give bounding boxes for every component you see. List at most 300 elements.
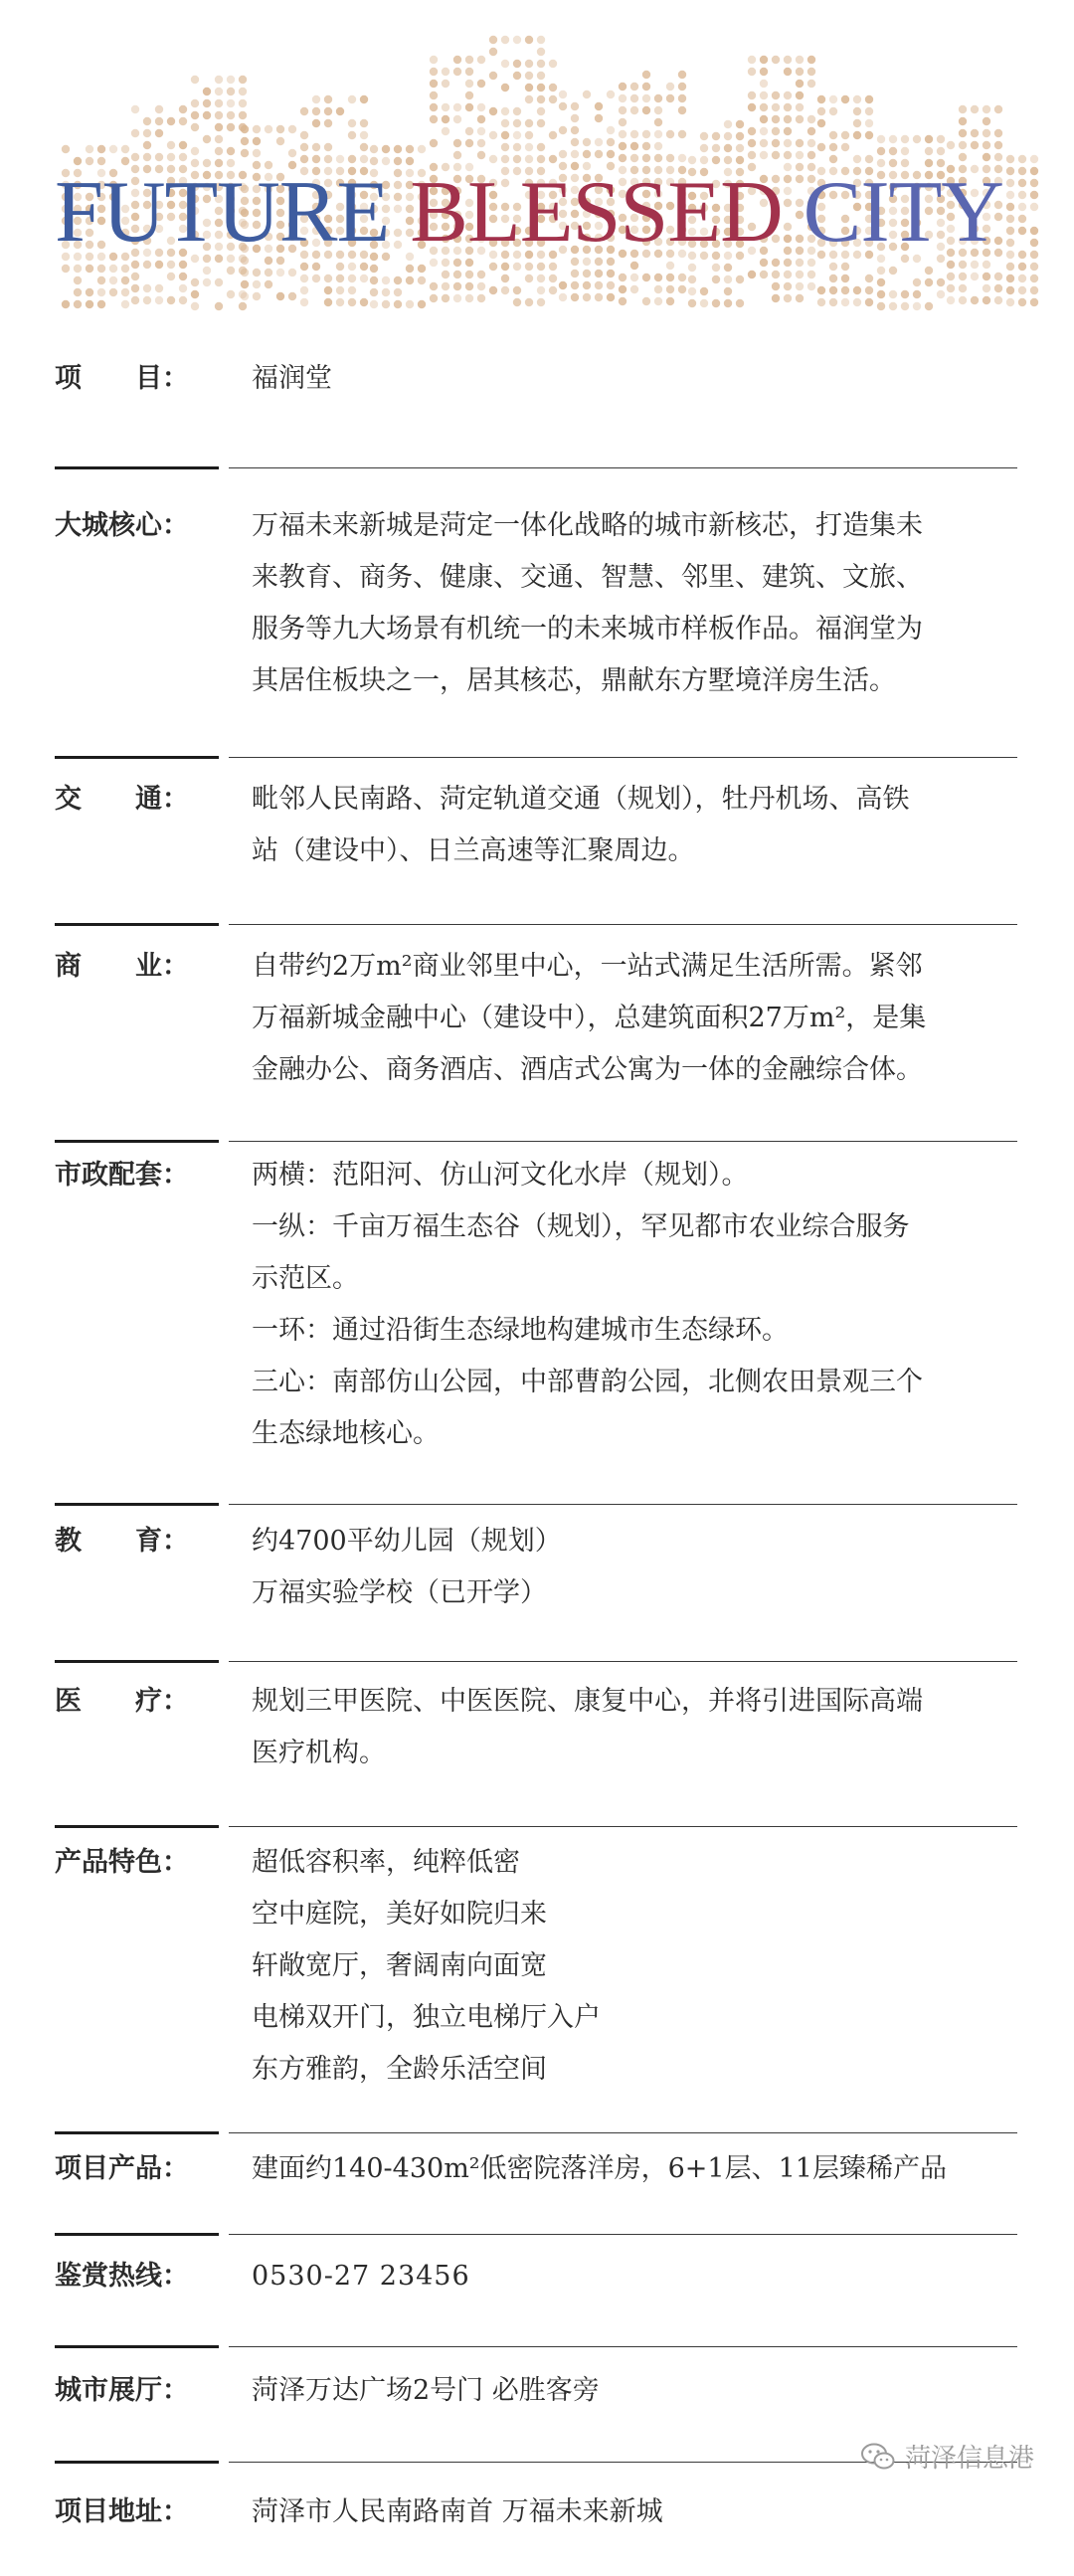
skyline-dot	[853, 95, 861, 103]
banner-title-city: CITY	[803, 164, 1003, 261]
skyline-dot	[143, 284, 151, 292]
skyline-dot	[406, 300, 414, 308]
skyline-dot	[688, 276, 696, 283]
skyline-dot	[784, 127, 792, 135]
skyline-dot	[712, 132, 720, 140]
skyline-dot	[253, 125, 261, 133]
skyline-dot	[179, 153, 187, 161]
skyline-dot	[549, 84, 557, 92]
skyline-dot	[865, 107, 873, 115]
skyline-dot	[571, 281, 579, 289]
skyline-dot	[525, 36, 533, 44]
skyline-dot	[913, 278, 921, 286]
skyline-dot	[215, 76, 223, 84]
skyline-dot	[513, 143, 521, 151]
skyline-dot	[312, 119, 320, 127]
skyline-dot	[360, 131, 368, 139]
skyline-dot	[549, 275, 557, 282]
skyline-dot	[1018, 203, 1026, 211]
skyline-dot	[348, 95, 356, 103]
skyline-dot	[937, 290, 945, 298]
skyline-dot	[501, 107, 509, 115]
skyline-dot	[477, 80, 485, 88]
skyline-dot	[265, 125, 272, 133]
skyline-dot	[300, 143, 308, 151]
skyline-dot	[642, 71, 650, 79]
skyline-dot	[983, 284, 990, 292]
row-content	[252, 2365, 1017, 2417]
skyline-dot	[430, 139, 438, 147]
skyline-dot	[253, 269, 261, 276]
skyline-dot	[300, 155, 308, 163]
skyline-dot	[630, 142, 638, 150]
skyline-dot	[179, 117, 187, 125]
row-education	[55, 1503, 1017, 1660]
skyline-dot	[607, 126, 615, 134]
skyline-dot	[1018, 215, 1026, 223]
skyline-dot	[370, 300, 378, 308]
skyline-dot	[784, 271, 792, 278]
skyline-dot	[901, 290, 909, 298]
skyline-dot	[312, 143, 320, 151]
skyline-dot	[525, 155, 533, 163]
skyline-dot	[477, 103, 485, 111]
row-features	[55, 1825, 1017, 2131]
skyline-dot	[1006, 251, 1014, 259]
skyline-dot	[382, 276, 390, 284]
skyline-dot	[525, 84, 533, 92]
skyline-dot	[203, 267, 211, 275]
skyline-dot	[853, 155, 861, 163]
skyline-dot	[453, 68, 461, 76]
skyline-dot	[191, 111, 199, 119]
skyline-dot	[489, 48, 497, 56]
skyline-dot	[760, 151, 768, 159]
skyline-dot	[1006, 286, 1014, 294]
skyline-dot	[276, 292, 284, 300]
skyline-dot	[877, 135, 885, 143]
skyline-dot	[239, 88, 247, 95]
row-label: 项目产品：	[55, 2153, 189, 2184]
skyline-dot	[666, 83, 674, 91]
watermark	[861, 2438, 1034, 2475]
skyline-dot	[360, 143, 368, 151]
skyline-dot	[994, 296, 1002, 304]
skyline-dot	[121, 300, 129, 308]
skyline-dot	[1018, 155, 1026, 163]
skyline-dot	[336, 275, 344, 282]
skyline-dot	[1018, 251, 1026, 259]
skyline-dot	[959, 153, 967, 161]
skyline-dot	[925, 302, 933, 310]
skyline-dot	[1006, 167, 1014, 175]
skyline-dot	[829, 286, 837, 294]
skyline-dot	[336, 263, 344, 271]
skyline-dot	[1030, 286, 1038, 294]
skyline-dot	[607, 270, 615, 277]
skyline-dot	[215, 88, 223, 95]
row-line: 轩敞宽厅，奢阔南向面宽	[252, 1950, 547, 1981]
skyline-dot	[442, 115, 449, 123]
skyline-dot	[666, 285, 674, 293]
skyline-dot	[913, 302, 921, 310]
skyline-dot	[807, 271, 815, 278]
skyline-dot	[513, 298, 521, 306]
skyline-dot	[348, 286, 356, 294]
skyline-dot	[829, 95, 837, 103]
skyline-dot	[994, 105, 1002, 113]
skyline-dot	[642, 274, 650, 281]
skyline-dot	[748, 103, 756, 111]
skyline-dot	[348, 275, 356, 282]
skyline-dot	[817, 143, 825, 151]
skyline-dot	[276, 125, 284, 133]
skyline-dot	[442, 294, 449, 302]
skyline-dot	[1030, 179, 1038, 187]
skyline-dot	[167, 141, 175, 149]
skyline-dot	[513, 119, 521, 127]
skyline-dot	[430, 103, 438, 111]
skyline-dot	[336, 107, 344, 115]
skyline-dot	[865, 275, 873, 282]
row-label: 商 业：	[55, 951, 189, 982]
skyline-dot	[239, 302, 247, 310]
skyline-dot	[865, 119, 873, 127]
skyline-dot	[501, 84, 509, 92]
row-line: 两横：范阳河、仿山河文化水岸（规划）。	[252, 1160, 749, 1191]
skyline-dot	[865, 155, 873, 163]
skyline-dot	[784, 115, 792, 123]
skyline-dot	[817, 286, 825, 294]
skyline-dot	[348, 155, 356, 163]
skyline-dot	[619, 154, 626, 162]
row-label: 教 育：	[55, 1526, 189, 1557]
skyline-dot	[191, 76, 199, 84]
skyline-dot	[501, 36, 509, 44]
skyline-dot	[241, 125, 249, 133]
skyline-dot	[829, 298, 837, 306]
skyline-dot	[191, 278, 199, 286]
skyline-dot	[642, 130, 650, 138]
skyline-dot	[901, 135, 909, 143]
skyline-dot	[489, 155, 497, 163]
skyline-dot	[748, 56, 756, 64]
skyline-dot	[97, 288, 105, 296]
skyline-dot	[453, 103, 461, 111]
banner-title-blessed: BLESSED	[410, 164, 783, 261]
skyline-dot	[131, 273, 139, 280]
skyline-dot	[559, 102, 567, 110]
skyline-dot	[1006, 298, 1014, 306]
skyline-dot	[155, 296, 163, 304]
row-project	[55, 343, 1017, 466]
skyline-dot	[947, 261, 955, 269]
skyline-dot	[642, 297, 650, 305]
skyline-dot	[583, 270, 591, 277]
skyline-dot	[712, 299, 720, 307]
skyline-dot	[62, 145, 70, 153]
skyline-dot	[724, 120, 732, 128]
skyline-dot	[465, 80, 473, 88]
skyline-dot	[595, 293, 603, 301]
skyline-dot	[688, 287, 696, 295]
skyline-dot	[654, 94, 662, 102]
skyline-dot	[501, 275, 509, 282]
banner-title-future: FUTURE	[55, 164, 390, 261]
skyline-dot	[841, 131, 849, 139]
skyline-dot	[253, 149, 261, 157]
skyline-dot	[959, 284, 967, 292]
row-content	[252, 1837, 1017, 2096]
skyline-dot	[215, 302, 223, 310]
skyline-dot	[829, 155, 837, 163]
skyline-dot	[666, 274, 674, 281]
row-line: 一纵：千亩万福生态谷（规划），罕见都市农业综合服务	[252, 1211, 910, 1242]
skyline-dot	[489, 107, 497, 115]
skyline-dot	[465, 92, 473, 99]
skyline-dot	[994, 284, 1002, 292]
skyline-dot	[525, 275, 533, 282]
skyline-dot	[227, 290, 235, 298]
skyline-dot	[724, 276, 732, 283]
skyline-dot	[477, 56, 485, 64]
skyline-dot	[155, 129, 163, 137]
skyline-dot	[167, 117, 175, 125]
wechat-icon	[861, 2443, 895, 2471]
skyline-dot	[227, 88, 235, 95]
skyline-dot	[724, 132, 732, 140]
skyline-dot	[630, 274, 638, 281]
skyline-dot	[571, 114, 579, 122]
row-content	[252, 2251, 1017, 2302]
row-line: 示范区。	[252, 1263, 359, 1294]
skyline-dot	[889, 147, 897, 155]
row-content	[252, 1150, 1017, 1460]
skyline-dot	[983, 105, 990, 113]
skyline-dot	[760, 80, 768, 88]
skyline-dot	[841, 263, 849, 271]
skyline-dot	[465, 271, 473, 278]
skyline-dot	[227, 111, 235, 119]
skyline-dot	[724, 299, 732, 307]
skyline-dot	[712, 144, 720, 152]
skyline-dot	[959, 261, 967, 269]
skyline-dot	[654, 142, 662, 150]
skyline-dot	[748, 151, 756, 159]
skyline-dot	[784, 139, 792, 147]
skyline-dot	[1018, 227, 1026, 235]
skyline-dot	[109, 145, 117, 153]
skyline-dot	[595, 150, 603, 158]
skyline-dot	[418, 276, 426, 284]
skyline-dot	[630, 83, 638, 91]
skyline-dot	[513, 286, 521, 294]
row-line: 万福未来新城是菏定一体化战略的城市新核芯，打造集未	[252, 510, 923, 541]
skyline-dot	[537, 286, 545, 294]
row-label: 项目地址：	[55, 2496, 189, 2527]
skyline-dot	[700, 156, 708, 164]
skyline-dot	[784, 92, 792, 99]
skyline-dot	[925, 135, 933, 143]
skyline-dot	[360, 155, 368, 163]
skyline-dot	[288, 292, 296, 300]
skyline-dot	[994, 153, 1002, 161]
skyline-dot	[394, 300, 402, 308]
skyline-dot	[442, 80, 449, 88]
skyline-dot	[513, 131, 521, 139]
skyline-dot	[131, 129, 139, 137]
skyline-dot	[525, 143, 533, 151]
skyline-dot	[595, 114, 603, 122]
skyline-dot	[537, 275, 545, 282]
skyline-dot	[241, 292, 249, 300]
skyline-dot	[913, 135, 921, 143]
skyline-dot	[994, 273, 1002, 280]
skyline-dot	[97, 145, 105, 153]
skyline-dot	[312, 95, 320, 103]
skyline-dot	[642, 94, 650, 102]
row-product	[55, 2131, 1017, 2233]
skyline-dot	[666, 262, 674, 270]
skyline-dot	[994, 141, 1002, 149]
skyline-dot	[525, 95, 533, 103]
skyline-dot	[772, 294, 780, 302]
skyline-dot	[971, 129, 979, 137]
skyline-dot	[501, 286, 509, 294]
skyline-dot	[215, 278, 223, 286]
row-line: 医疗机构。	[252, 1738, 386, 1768]
skyline-dot	[549, 60, 557, 68]
row-hotline	[55, 2233, 1017, 2345]
skyline-dot	[227, 267, 235, 275]
skyline-dot	[654, 118, 662, 126]
skyline-dot	[191, 147, 199, 155]
skyline-dot	[430, 282, 438, 290]
skyline-dot	[179, 296, 187, 304]
skyline-dot	[501, 60, 509, 68]
skyline-dot	[595, 102, 603, 110]
skyline-dot	[817, 298, 825, 306]
skyline-dot	[1018, 263, 1026, 271]
row-line: 生态绿地核心。	[252, 1418, 440, 1449]
skyline-dot	[360, 263, 368, 271]
skyline-dot	[167, 296, 175, 304]
skyline-dot	[465, 103, 473, 111]
skyline-dot	[796, 271, 804, 278]
skyline-dot	[748, 139, 756, 147]
skyline-dot	[203, 99, 211, 107]
skyline-dot	[607, 138, 615, 146]
skyline-dot	[191, 302, 199, 310]
skyline-dot	[654, 106, 662, 114]
skyline-dot	[889, 135, 897, 143]
skyline-dot	[442, 68, 449, 76]
skyline-dot	[619, 118, 626, 126]
skyline-dot	[312, 155, 320, 163]
skyline-dot	[619, 297, 626, 305]
skyline-dot	[489, 72, 497, 80]
skyline-dot	[489, 286, 497, 294]
row-line: 超低容积率，纯粹低密	[252, 1847, 520, 1878]
skyline-dot	[465, 127, 473, 135]
skyline-dot	[712, 276, 720, 283]
skyline-dot	[901, 302, 909, 310]
skyline-dot	[418, 145, 426, 153]
skyline-dot	[959, 117, 967, 125]
skyline-dot	[406, 145, 414, 153]
skyline-dot	[700, 299, 708, 307]
skyline-dot	[807, 115, 815, 123]
skyline-dot	[688, 299, 696, 307]
skyline-dot	[418, 300, 426, 308]
skyline-dot	[513, 107, 521, 115]
skyline-dot	[143, 261, 151, 269]
skyline-dot	[796, 139, 804, 147]
skyline-dot	[477, 271, 485, 278]
skyline-dot	[983, 117, 990, 125]
skyline-dot	[583, 293, 591, 301]
skyline-dot	[179, 141, 187, 149]
skyline-dot	[1006, 155, 1014, 163]
skyline-dot	[841, 275, 849, 282]
skyline-dot	[619, 142, 626, 150]
skyline-dot	[525, 60, 533, 68]
skyline-dot	[382, 300, 390, 308]
skyline-dot	[477, 151, 485, 159]
skyline-dot	[215, 147, 223, 155]
row-line: 万福新城金融中心（建设中），总建筑面积27万m²，是集	[252, 1003, 927, 1033]
skyline-dot	[501, 119, 509, 127]
row-line: 站（建设中）、日兰高速等汇聚周边。	[252, 835, 695, 866]
skyline-dot	[203, 88, 211, 95]
skyline-dot	[889, 302, 897, 310]
skyline-dot	[772, 56, 780, 64]
row-line: 菏泽万达广场2号门 必胜客旁	[252, 2375, 600, 2406]
skyline-dot	[1030, 263, 1038, 271]
skyline-dot	[595, 138, 603, 146]
skyline-dot	[1018, 167, 1026, 175]
skyline-dot	[239, 76, 247, 84]
skyline-dot	[300, 298, 308, 306]
skyline-dot	[807, 127, 815, 135]
skyline-dot	[62, 300, 70, 308]
skyline-dot	[925, 267, 933, 275]
skyline-dot	[477, 115, 485, 123]
row-commerce	[55, 923, 1017, 1140]
skyline-dot	[537, 143, 545, 151]
skyline-dot	[453, 294, 461, 302]
skyline-dot	[829, 143, 837, 151]
skyline-dot	[666, 94, 674, 102]
skyline-dot	[796, 56, 804, 64]
skyline-dot	[817, 107, 825, 115]
skyline-dot	[477, 282, 485, 290]
skyline-dot	[748, 271, 756, 278]
skyline-dot	[559, 126, 567, 134]
skyline-dot	[453, 151, 461, 159]
skyline-dot	[394, 145, 402, 153]
skyline-dot	[700, 287, 708, 295]
skyline-dot	[654, 274, 662, 281]
skyline-dot	[877, 278, 885, 286]
row-municipal	[55, 1140, 1017, 1503]
skyline-dot	[666, 130, 674, 138]
skyline-dot	[288, 269, 296, 276]
skyline-dot	[324, 95, 332, 103]
skyline-dot	[1006, 215, 1014, 223]
skyline-dot	[155, 261, 163, 269]
skyline-dot	[760, 92, 768, 99]
